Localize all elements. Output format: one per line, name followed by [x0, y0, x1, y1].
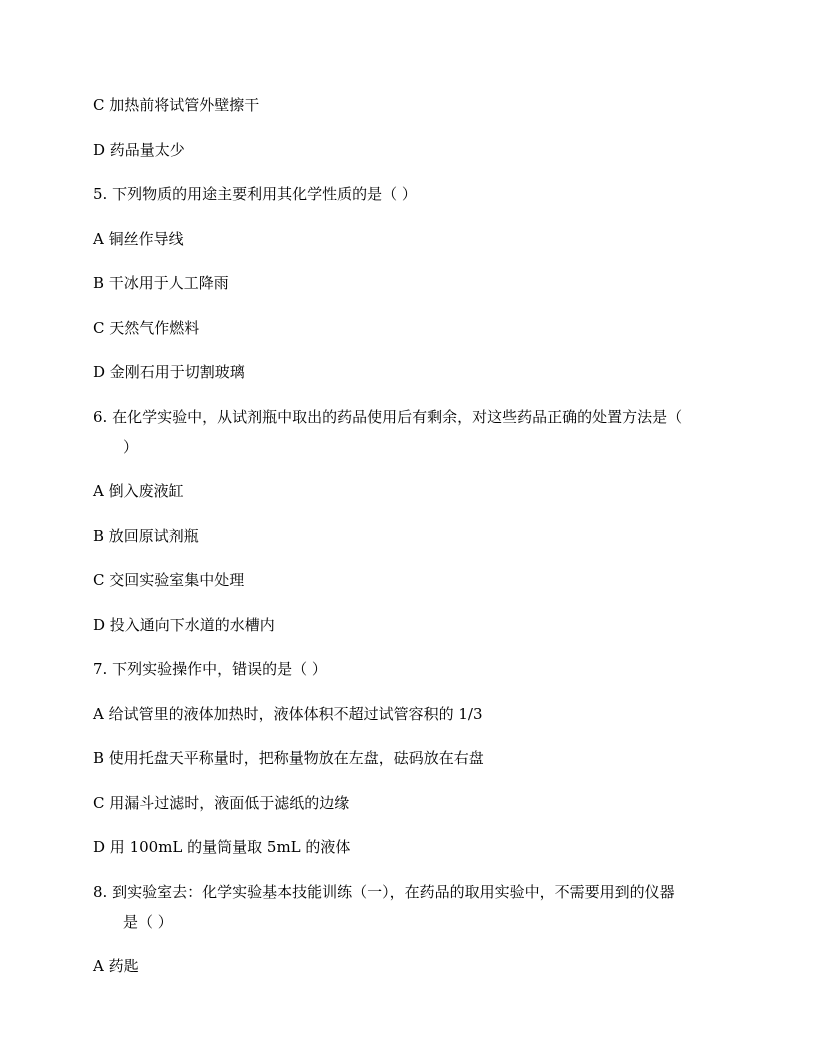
option-d-q4: D 药品量太少 [93, 141, 185, 159]
question-6: 6. 在化学实验中，从试剂瓶中取出的药品使用后有剩余，对这些药品正确的处置方法是（ [93, 408, 683, 426]
option-a-q8: A 药匙 [93, 957, 139, 975]
option-a-q6: A 倒入废液缸 [93, 482, 184, 500]
question-8-continuation: 是（ ） [123, 913, 173, 931]
option-d-q7: D 用 100mL 的量筒量取 5mL 的液体 [93, 838, 351, 856]
option-a-q7: A 给试管里的液体加热时，液体体积不超过试管容积的 1/3 [93, 705, 483, 723]
option-c-q7: C 用漏斗过滤时，液面低于滤纸的边缘 [93, 794, 350, 812]
option-d-q5: D 金刚石用于切割玻璃 [93, 363, 245, 381]
option-b-q6: B 放回原试剂瓶 [93, 527, 199, 545]
option-b-q7: B 使用托盘天平称量时，把称量物放在左盘，砝码放在右盘 [93, 749, 484, 767]
option-d-q6: D 投入通向下水道的水槽内 [93, 616, 275, 634]
option-a-q5: A 铜丝作导线 [93, 230, 184, 248]
option-c-q4: C 加热前将试管外壁擦干 [93, 96, 260, 114]
question-5: 5. 下列物质的用途主要利用其化学性质的是（ ） [93, 185, 417, 203]
question-7: 7. 下列实验操作中，错误的是（ ） [93, 660, 327, 678]
question-8: 8. 到实验室去：化学实验基本技能训练（一），在药品的取用实验中，不需要用到的仪器 [93, 883, 675, 901]
question-6-continuation: ） [123, 438, 139, 456]
option-c-q6: C 交回实验室集中处理 [93, 571, 245, 589]
option-b-q5: B 干冰用于人工降雨 [93, 274, 229, 292]
option-c-q5: C 天然气作燃料 [93, 319, 200, 337]
